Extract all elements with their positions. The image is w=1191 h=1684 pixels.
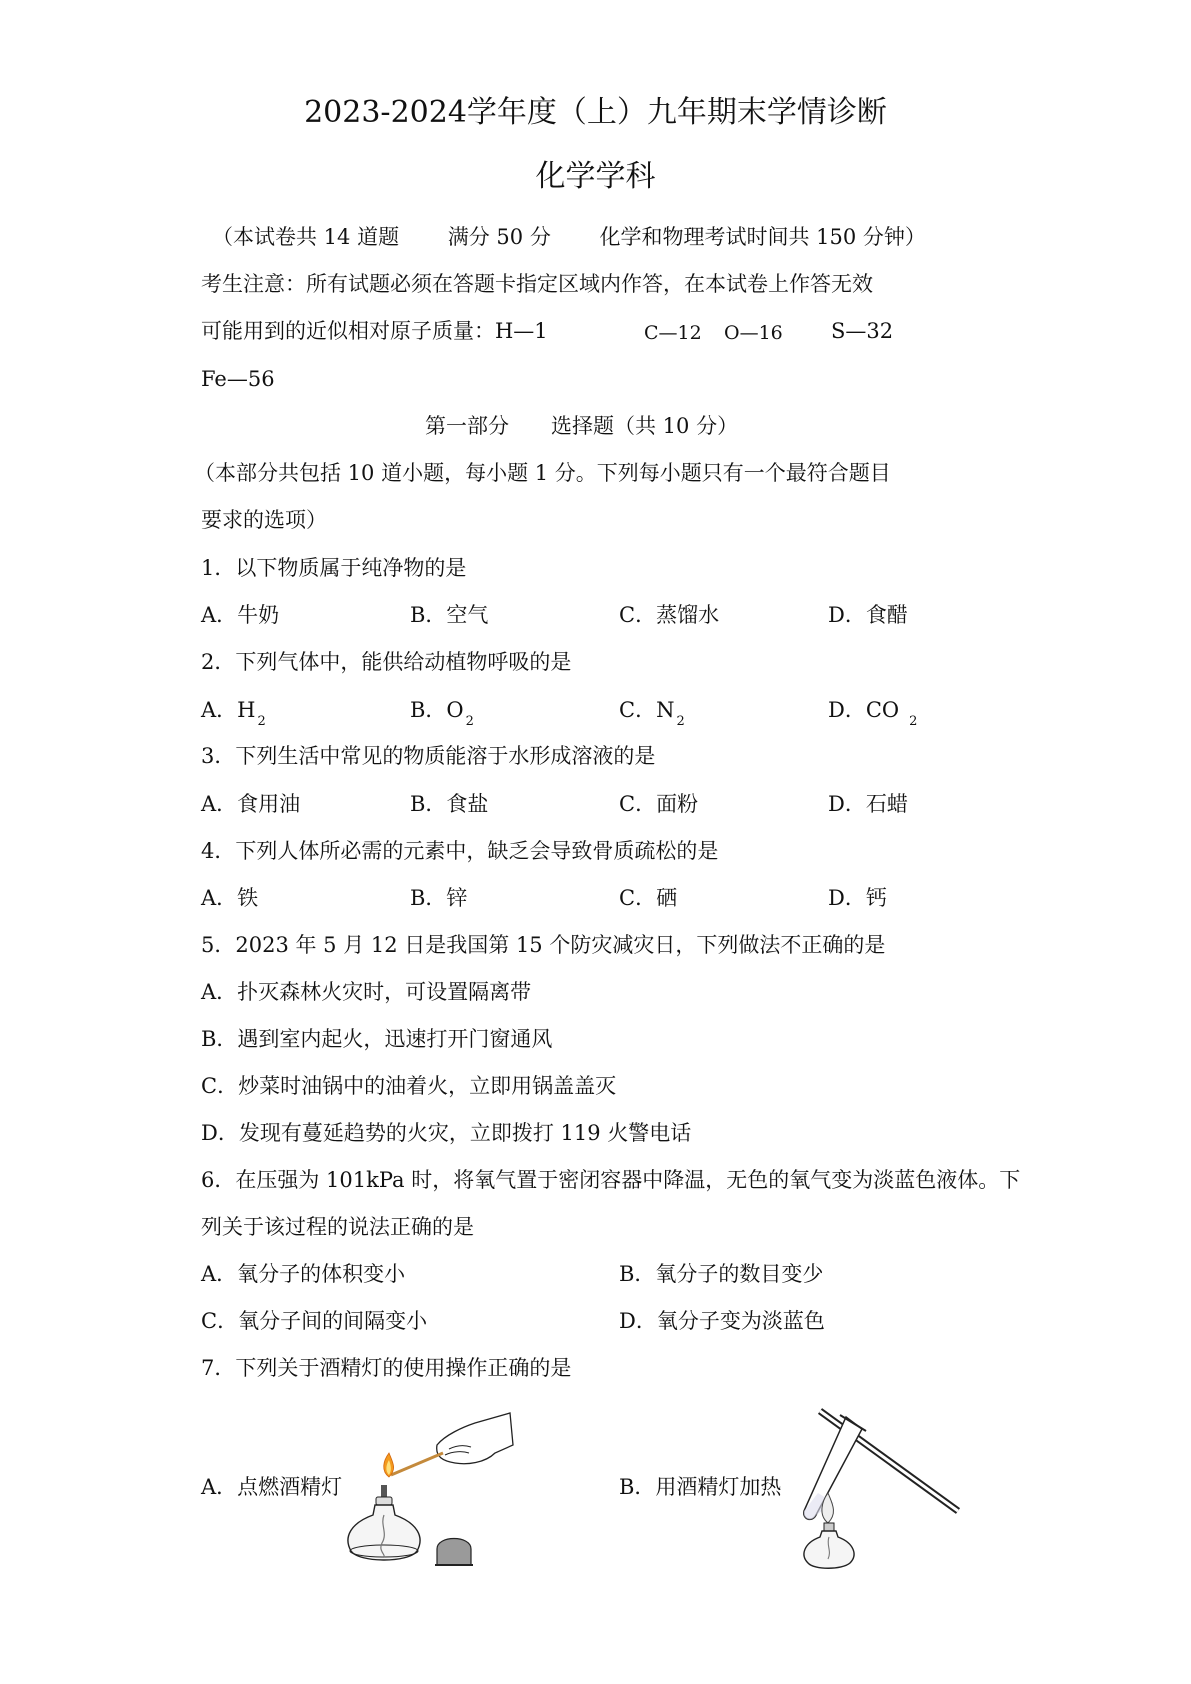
page-title: 2023-2024学年度（上）九年期末学情诊断 [304,95,887,130]
q1-option-d: D．食醋 [828,603,908,627]
question-6-stem-2: 列关于该过程的说法正确的是 [201,1215,474,1239]
q3-option-b: B．食盐 [410,792,489,816]
question-5-stem: 5．2023 年 5 月 12 日是我国第 15 个防灾减灾日，下列做法不正确的是 [201,933,886,957]
q1-option-c: C．蒸馏水 [619,603,720,627]
q3-option-c: C．面粉 [619,792,699,816]
question-1-stem: 1．以下物质属于纯净物的是 [201,556,467,580]
q1-option-a: A．牛奶 [201,603,280,627]
q2-option-a: A．H $_2$ [201,698,266,729]
exam-notice: 考生注意：所有试题必须在答题卡指定区域内作答，在本试卷上作答无效 [201,272,873,296]
lighting-alcohol-lamp-figure [345,1405,525,1570]
q4-option-b: B．锌 [410,886,468,910]
q7-option-b: B．用酒精灯加热 [619,1475,782,1499]
q5-option-a: A．扑灭森林火灾时，可设置隔离带 [201,980,532,1004]
question-6-stem: 6．在压强为 101kPa 时，将氧气置于密闭容器中降温，无色的氧气变为淡蓝色液体。下 [201,1168,1021,1192]
q2-option-c: C．N $_2$ [619,698,685,729]
q6-option-a: A．氧分子的体积变小 [201,1262,406,1286]
atomic-mass-s: S—32 [831,319,894,343]
q4-option-d: D．钙 [828,886,887,910]
part1-heading: 第一部分 选择题（共 10 分） [425,414,739,438]
q6-option-d: D．氧分子变为淡蓝色 [619,1309,825,1333]
q3-option-a: A．食用油 [201,792,301,816]
atomic-mass-fe: Fe—56 [201,367,275,391]
q6-option-c: C．氧分子间的间隔变小 [201,1309,428,1333]
q2-option-d: D．CO $_2$ [828,698,918,729]
exam-info: （本试卷共 14 道题 满分 50 分 化学和物理考试时间共 150 分钟） [212,225,926,249]
q5-option-d: D．发现有蔓延趋势的火灾，立即拨打 119 火警电话 [201,1121,692,1145]
atomic-mass-c: C—12 [644,322,702,344]
question-4-stem: 4．下列人体所必需的元素中，缺乏会导致骨质疏松的是 [201,839,719,863]
q6-option-b: B．氧分子的数目变少 [619,1262,824,1286]
q5-option-c: C．炒菜时油锅中的油着火，立即用锅盖盖灭 [201,1074,617,1098]
q2-option-b: B．O $_2$ [410,698,474,729]
atomic-mass-o: O—16 [724,322,783,344]
heating-test-tube-figure [800,1405,965,1570]
q1-option-b: B．空气 [410,603,489,627]
atomic-mass-label: 可能用到的近似相对原子质量：H—1 [201,319,548,343]
part1-instruction-2: 要求的选项） [201,508,327,532]
question-2-stem: 2．下列气体中，能供给动植物呼吸的是 [201,650,572,674]
part1-instruction: （本部分共包括 10 道小题，每小题 1 分。下列每小题只有一个最符合题目 [194,461,891,485]
question-7-stem: 7．下列关于酒精灯的使用操作正确的是 [201,1356,572,1380]
subject-title: 化学学科 [535,159,656,194]
q7-option-a: A．点燃酒精灯 [201,1475,343,1499]
question-3-stem: 3．下列生活中常见的物质能溶于水形成溶液的是 [201,744,656,768]
q4-option-c: C．硒 [619,886,678,910]
q5-option-b: B．遇到室内起火，迅速打开门窗通风 [201,1027,553,1051]
q4-option-a: A．铁 [201,886,259,910]
q3-option-d: D．石蜡 [828,792,908,816]
